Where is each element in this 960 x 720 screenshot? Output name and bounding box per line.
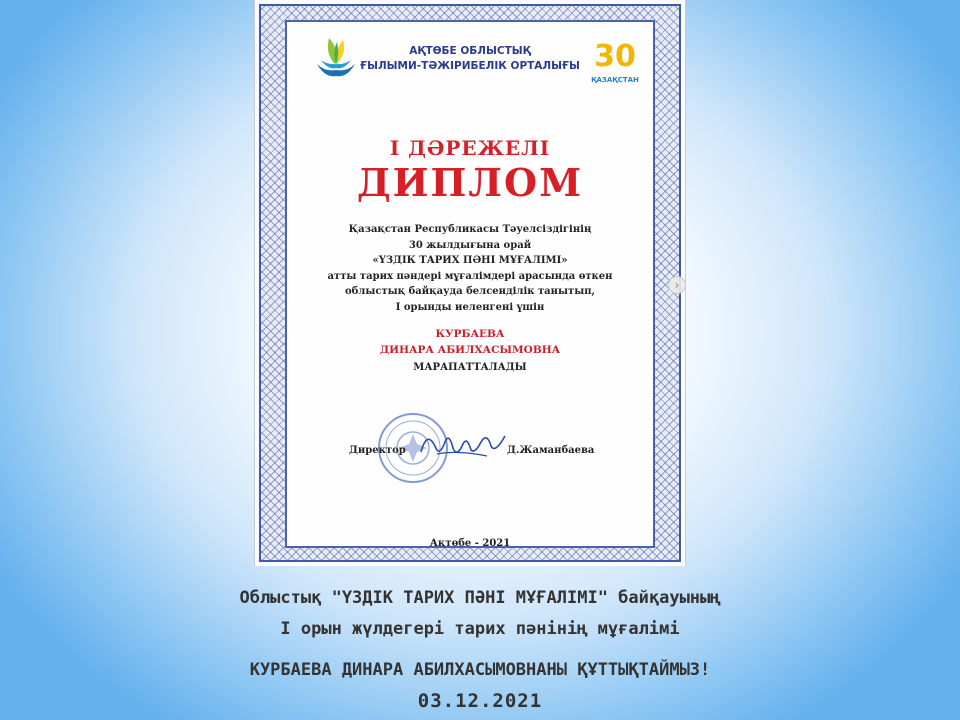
body-line: Қазақстан Республикасы Тәуелсіздігінің (348, 224, 592, 235)
awardee (255, 326, 685, 358)
body-line: атты тарих пәндері мұғалімдері арасында өткен (327, 270, 613, 282)
organization-line-1: АҚТӨБЕ ОБЛЫСТЫҚ (409, 45, 531, 57)
caption-date: 03.12.2021 (417, 690, 543, 712)
caption-line-3: КУРБАЕВА ДИНАРА АБИЛХАСЫМОВНАНЫ ҚҰТТЫҚТАЙМЫЗ! (249, 660, 711, 680)
diploma-image (254, 0, 686, 566)
body-line: «ҮЗДІК ТАРИХ ПӘНІ МҰҒАЛІМІ» (372, 255, 568, 266)
body-line: 30 жылдығына орай (408, 239, 532, 251)
city-year: Ақтөбе - 2021 (429, 538, 511, 549)
body-line: облыстық байқауда белсенділік танытып, (344, 286, 596, 297)
caption-line-2: І орын жүлдегері тарих пәнінің мұғалімі (280, 619, 680, 639)
logo-30-number: 30 (594, 39, 636, 74)
kazakhstan-30-logo-icon (591, 36, 643, 90)
director-label: Директор (349, 445, 406, 456)
director-name: Д.Жаманбаева (507, 445, 595, 456)
organization-line-2: ҒЫЛЫМИ-ТӘЖІРИБЕЛІК ОРТАЛЫҒЫ (360, 60, 580, 72)
signature-icon (417, 424, 513, 464)
caption-line-1: Облыстық "ҮЗДІК ТАРИХ ПӘНІ МҰҒАЛІМІ" байқауының (239, 588, 721, 608)
awarded-text: МАРАПАТТАЛАДЫ (413, 362, 527, 373)
logo-kazakhstan-text: ҚАЗАҚСТАН (591, 76, 639, 84)
diploma-degree: І ДӘРЕЖЕЛІ (389, 136, 551, 160)
body-line: І орынды иеленгені үшін (395, 301, 545, 313)
awardee-surname: КУРБАЕВА (435, 328, 505, 340)
awardee-name: ДИНАРА АБИЛХАСЫМОВНА (379, 344, 561, 356)
next-slide-arrow-icon[interactable]: › (668, 276, 686, 294)
diploma-body (255, 222, 685, 315)
diploma-title: ДИПЛОМ (356, 160, 584, 205)
